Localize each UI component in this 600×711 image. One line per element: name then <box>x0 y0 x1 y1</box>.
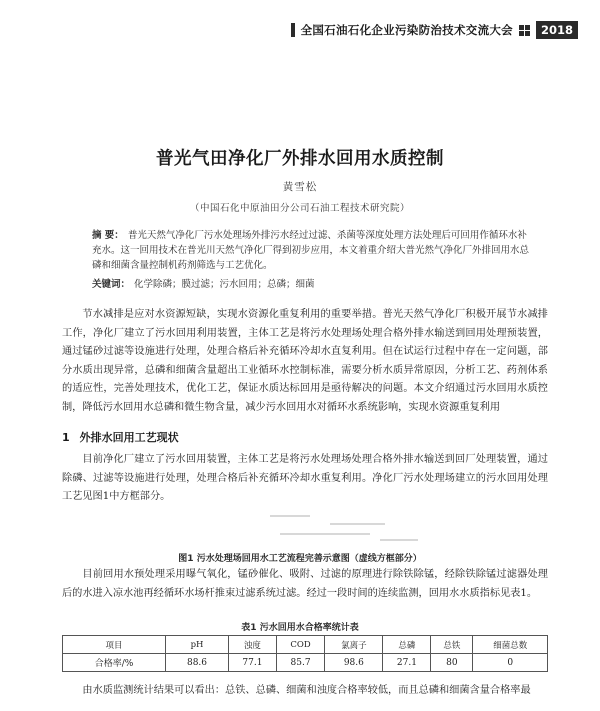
article-affiliation: （中国石化中原油田分公司石油工程技术研究院） <box>189 203 410 214</box>
table-cell: 98.6 <box>325 654 383 672</box>
table-cell: 88.6 <box>166 654 229 672</box>
table-cell: 80 <box>431 654 473 672</box>
header-bar-icon <box>291 23 295 37</box>
section-number: 1 <box>62 431 70 444</box>
table-header-cell: 浊度 <box>229 636 277 654</box>
table-cell: 85.7 <box>276 654 324 672</box>
abstract-label: 摘 要： <box>92 230 124 241</box>
table-header-cell: 总铁 <box>431 636 473 654</box>
table-cell: 0 <box>473 654 548 672</box>
table-cell: 77.1 <box>229 654 277 672</box>
keywords <box>92 277 532 292</box>
intro-paragraph: 节水减排是应对水资源短缺，实现水资源化重复利用的重要举措。普光天然气净化厂积极开展节水减排工作，净化厂建立了污水回用利用装置，主体工艺是将污水处理场处理合格外排水输送到回用处理预装置，通过锰砂过滤等设施进行处理，处理合格后补充循环冷却水直复利用。但在试运行过程中存在一定问题，部分水质出现异常，总磷和细菌含量超出工业循环水控制标准，需要分析水质异常原因，分析工艺、药剂体系的适应性，完善处理技术，优化工艺，保证水质达标回用是亟待解决的问题。本文介绍通过污水回用水质控制，降低污水回用水总磷和微生物含量，减少污水回用水对循环水系统影响，实现水资源重复利用 <box>62 309 548 413</box>
running-header <box>291 19 578 41</box>
table-header-row <box>63 636 548 654</box>
table-header-cell: 氯离子 <box>325 636 383 654</box>
conference-name: 全国石油石化企业污染防治技术交流大会 <box>300 23 513 37</box>
table-header-cell: 总磷 <box>383 636 431 654</box>
table-row <box>63 654 548 672</box>
keywords-label: 关键词： <box>92 279 131 290</box>
article-title: 普光气田净化厂外排水回用水质控制 <box>156 149 444 169</box>
results-paragraph: 由水质监测统计结果可以看出：总铁、总磷、细菌和浊度合格率较低，而且总磷和细菌含量合格率最 <box>82 685 531 696</box>
section-paragraph-2: 目前回用水预处理采用曝气氧化，锰砂催化、吸附、过滤的原理进行除铁除锰，经除铁除锰过滤器处理后的水进入凉水池再经循环水场杆推束过滤系统过滤。经过一段时间的连续监测，回用水水质指标见表1。 <box>62 569 548 599</box>
figure-caption: 图1 污水处理场回用水工艺流程完善示意图（虚线方框部分） <box>178 554 422 564</box>
article-author: 黄雪松 <box>282 181 318 193</box>
table-cell: 27.1 <box>383 654 431 672</box>
table-header-cell: 细菌总数 <box>473 636 548 654</box>
table-header-cell: 项目 <box>63 636 166 654</box>
section-title: 外排水回用工艺现状 <box>79 431 179 444</box>
table-cell: 合格率/% <box>63 654 166 672</box>
section-paragraph-1: 目前净化厂建立了污水回用装置，主体工艺是将污水处理场处理合格外排水输送到回厂处理装置，通过除磷、过滤等设施进行处理，处理合格后补充循环冷却水重复利用。净化厂污水处理场建立的污水回用处理工艺见图1中方框部分。 <box>62 454 548 502</box>
table-caption: 表1 污水回用水合格率统计表 <box>241 623 359 633</box>
abstract-text: 普光天然气净化厂污水处理场外排污水经过过滤、杀菌等深度处理方法处理后可回用作循环水补充水。这一回用技术在普光川天然气净化厂得到初步应用，本文着重介绍大普光然气净化厂外排回用水总磷和细菌含量控制机药剂筛选与工艺优化。 <box>92 230 530 271</box>
section-heading <box>62 429 179 445</box>
qualification-rate-table <box>62 635 548 672</box>
keywords-text: 化学除磷；膜过滤；污水回用；总磷；细菌 <box>134 279 315 290</box>
header-squares-icon <box>519 25 530 36</box>
table-header-cell: pH <box>166 636 229 654</box>
figure-1 <box>260 509 430 545</box>
conference-year: 2018 <box>536 21 578 39</box>
table-header-cell: COD <box>276 636 324 654</box>
abstract <box>92 228 532 273</box>
